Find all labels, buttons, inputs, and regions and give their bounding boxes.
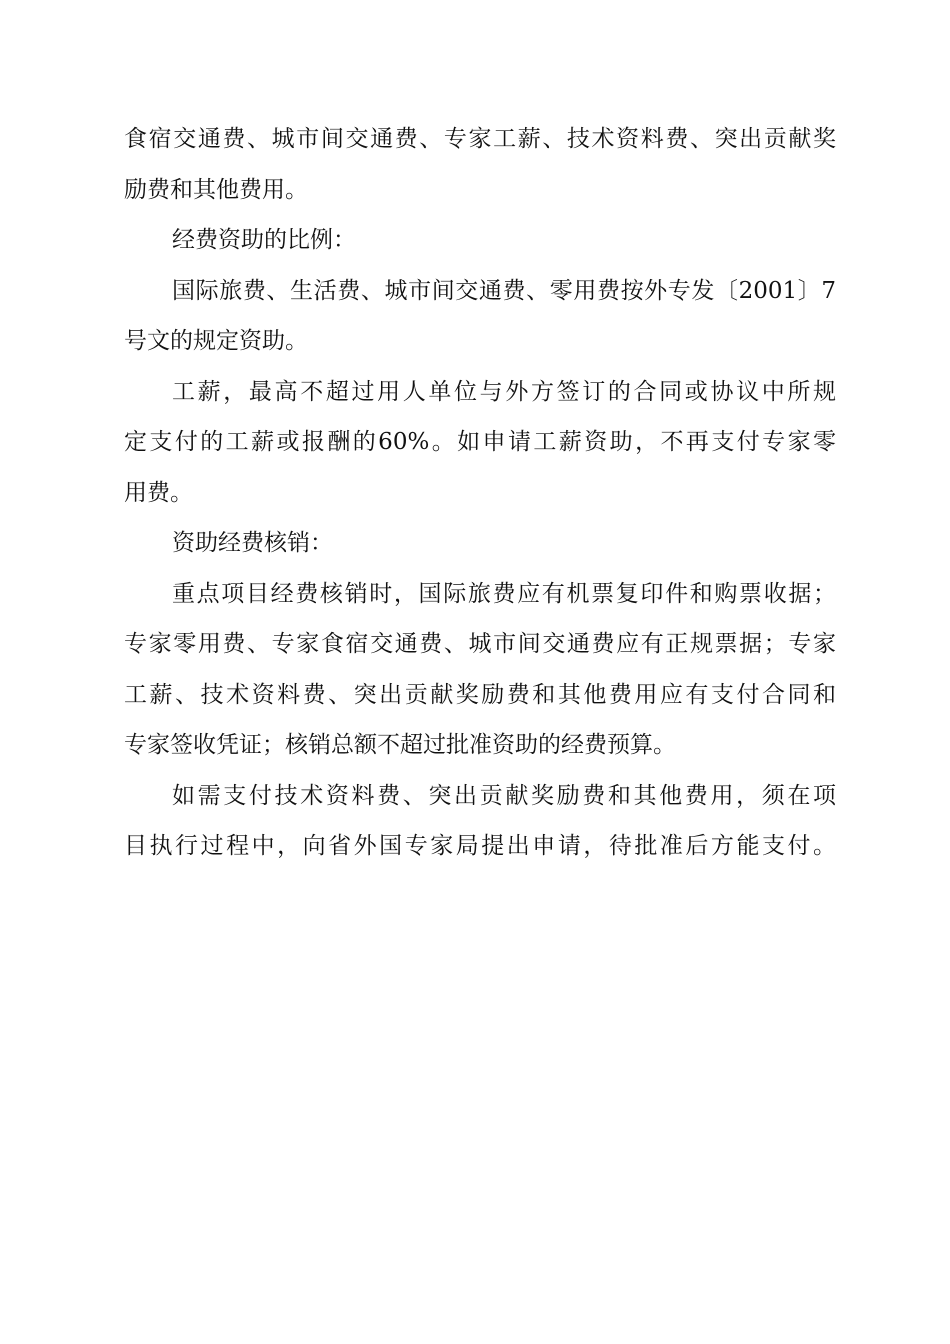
text-line: 如需支付技术资料费、突出贡献奖励费和其他费用，须在项 xyxy=(172,782,836,809)
text-line: 工薪，最高不超过用人单位与外方签订的合同或协议中所规 xyxy=(172,378,836,405)
text-line: 定支付的工薪或报酬的60%。如申请工薪资助，不再支付专家零 xyxy=(124,429,836,455)
document-body xyxy=(124,114,836,872)
text-line: 号文的规定资助。 xyxy=(124,328,308,354)
text-line: 工薪、技术资料费、突出贡献奖励费和其他费用应有支付合同和 xyxy=(124,681,836,708)
text-line: 用费。 xyxy=(124,479,193,506)
text-line: 专家签收凭证；核销总额不超过批准资助的经费预算。 xyxy=(124,732,676,758)
text-line: 励费和其他费用。 xyxy=(124,176,308,203)
section-heading: 经费资助的比例： xyxy=(172,227,356,253)
text-line: 国际旅费、生活费、城市间交通费、零用费按外专发〔2001〕7 xyxy=(172,277,836,304)
text-line: 重点项目经费核销时，国际旅费应有机票复印件和购票收据； xyxy=(172,580,836,607)
section-heading: 资助经费核销： xyxy=(172,530,333,556)
text-line: 专家零用费、专家食宿交通费、城市间交通费应有正规票据；专家 xyxy=(124,631,836,657)
text-line: 目执行过程中，向省外国专家局提出申请，待批准后方能支付。 xyxy=(124,833,836,859)
text-line: 食宿交通费、城市间交通费、专家工薪、技术资料费、突出贡献奖 xyxy=(124,126,836,152)
